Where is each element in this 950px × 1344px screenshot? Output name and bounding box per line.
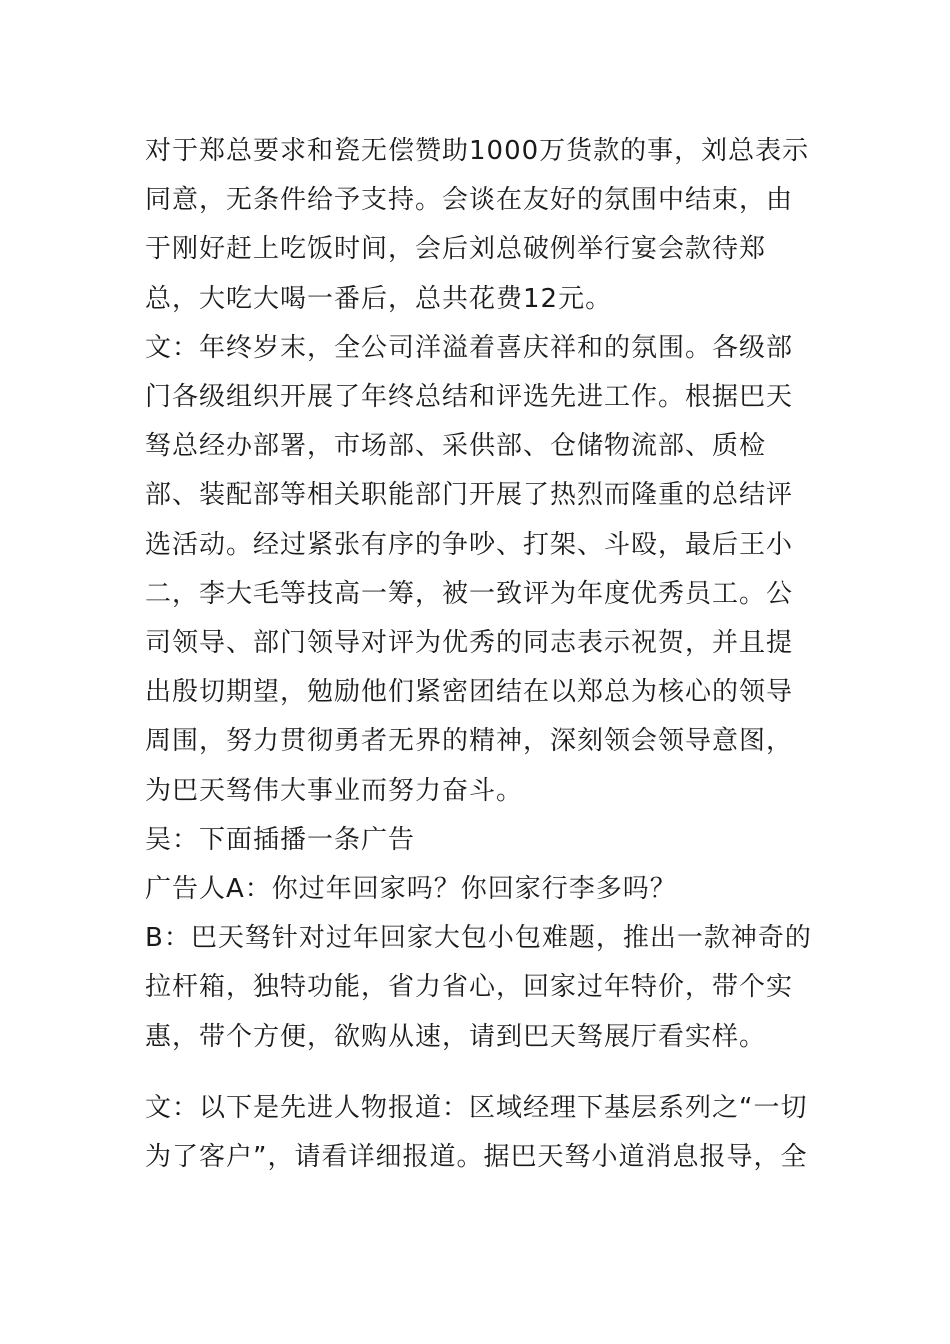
document-body [145, 127, 815, 1182]
paragraph-ad-intro: 吴：下面插播一条广告 [145, 824, 416, 855]
paragraph-ad-person-a: 广告人A：你过年回家吗？你回家行李多吗？ [145, 874, 677, 905]
paragraph-year-end-review: 文：年终岁末，全公司洋溢着喜庆祥和的氛围。各级部门各级组织开展了年终总结和评选先进工作。根据巴天驽总经办部署，市场部、采供部、仓储物流部、质检部、装配部等相关职能部门开展了热烈而隆重的总结评选活动。经过紧张有序的争吵、打架、斗殴，最后王小二，李大毛等技高一筹，被一致评为年度优秀员工。公司领导、部门领导对评为优秀的同志表示祝贺，并且提出殷切期望，勉励他们紧密团结在以郑总为核心的领导周围，努力贯彻勇者无界的精神，深刻领会领导意图，为巴天驽伟大事业而努力奋斗。 [145, 332, 794, 806]
paragraph-ad-person-b: B：巴天驽针对过年回家大包小包难题，推出一款神奇的拉杆箱，独特功能，省力省心，回家过年特价，带个实惠，带个方便，欲购从速，请到巴天驽展厅看实样。 [145, 923, 812, 1052]
paragraph-meeting-result: 对于郑总要求和瓷无偿赞助1000万货款的事，刘总表示同意，无条件给予支持。会谈在友好的氛围中结束，由于刚好赶上吃饭时间，会后刘总破例举行宴会款待郑总，大吃大喝一番后，总共花费12元。 [145, 136, 810, 314]
paragraph-spacer [145, 1062, 815, 1084]
paragraph-advanced-report: 文：以下是先进人物报道：区域经理下基层系列之“一切为了客户”，请看详细报道。据巴天驽小道消息报导，全 [145, 1092, 808, 1173]
